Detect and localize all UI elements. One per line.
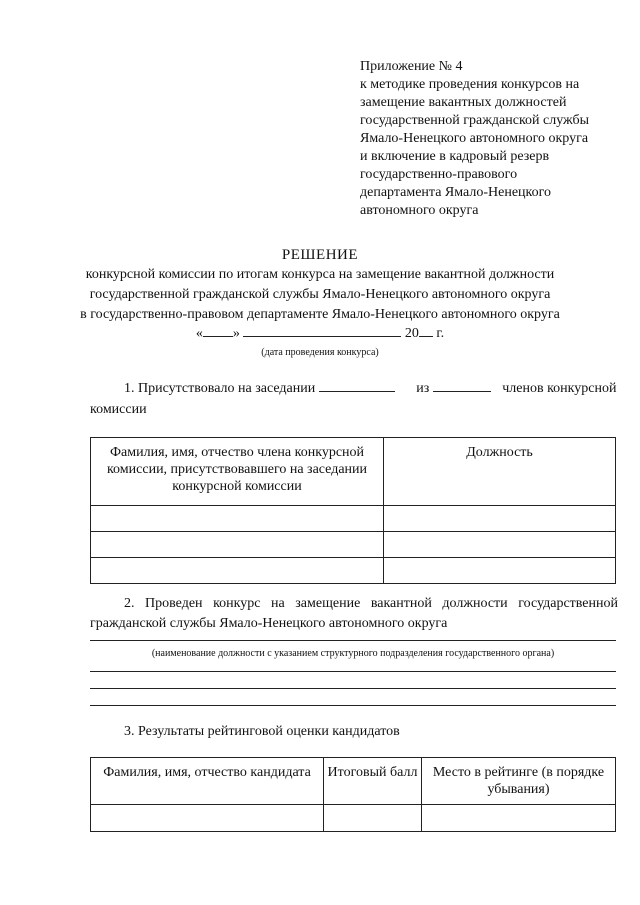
annex-line: государственной гражданской службы	[360, 113, 590, 128]
section-1-part-a: 1. Присутствовало на заседании	[124, 381, 316, 396]
date-close-quote: »	[232, 326, 240, 341]
section-2-text: 2. Проведен конкурс на замещение вакантной должности государственной гражданской службы Ямало-Ненецкого автономного округа	[90, 596, 618, 631]
table-row	[91, 532, 616, 558]
candidates-header-name: Фамилия, имя, отчество кандидата	[91, 758, 324, 805]
table-cell[interactable]	[384, 558, 616, 584]
annex-line: и включение в кадровый резерв	[360, 149, 550, 164]
section-3-text: 3. Результаты рейтинговой оценки кандидатов	[124, 724, 400, 739]
section-1-text	[90, 378, 618, 420]
candidates-table	[90, 757, 616, 832]
table-header-row	[91, 438, 616, 506]
table-row	[91, 805, 616, 832]
total-count-blank	[433, 391, 491, 392]
annex-header	[360, 58, 630, 220]
table-cell[interactable]	[91, 805, 324, 832]
members-header-name: Фамилия, имя, отчество члена конкурсной комиссии, присутствовавшего на заседании конкурсной комиссии	[91, 438, 384, 506]
table-header-row	[91, 758, 616, 805]
subtitle-line: в государственно-правовом департаменте Ямало-Ненецкого автономного округа	[80, 307, 560, 322]
members-header-position: Должность	[384, 438, 616, 506]
year-suffix: г.	[436, 326, 445, 341]
day-blank	[203, 336, 233, 337]
table-cell[interactable]	[324, 805, 422, 832]
document-title: РЕШЕНИЕ	[281, 247, 359, 263]
date-caption: (дата проведения конкурса)	[261, 347, 379, 358]
section-1-part-d: комиссии	[90, 402, 147, 417]
month-blank	[243, 336, 401, 337]
table-row	[91, 506, 616, 532]
annex-line: замещение вакантных должностей	[360, 95, 567, 110]
table-cell[interactable]	[91, 532, 384, 558]
table-cell[interactable]	[91, 558, 384, 584]
members-table	[90, 437, 616, 584]
subtitle-line: конкурсной комиссии по итогам конкурса на замещение вакантной должности	[85, 267, 555, 282]
annex-line: департамента Ямало-Ненецкого	[360, 185, 552, 200]
candidates-header-score: Итоговый балл	[324, 758, 422, 805]
position-caption: (наименование должности с указанием структурного подразделения государственного органа)	[151, 648, 555, 659]
annex-line: Приложение № 4	[360, 59, 463, 74]
subtitle-line: государственной гражданской службы Ямало-Ненецкого автономного округа	[89, 287, 551, 302]
present-count-blank	[319, 391, 395, 392]
year-blank	[419, 336, 433, 337]
table-cell[interactable]	[422, 805, 616, 832]
section-1-part-c: членов конкурсной	[502, 381, 617, 396]
table-cell[interactable]	[91, 506, 384, 532]
annex-line: к методике проведения конкурсов на	[360, 77, 580, 92]
annex-line: Ямало-Ненецкого автономного округа	[360, 131, 589, 146]
candidates-header-rank: Место в рейтинге (в порядке убывания)	[422, 758, 616, 805]
position-name-line[interactable]	[90, 640, 616, 641]
section-1-part-b: из	[416, 381, 430, 396]
annex-line: государственно-правового	[360, 167, 518, 182]
year-prefix: 20	[404, 326, 419, 341]
document-subtitle	[0, 265, 640, 325]
blank-line[interactable]	[90, 688, 616, 689]
date-line	[0, 326, 640, 342]
table-cell[interactable]	[384, 532, 616, 558]
date-open-quote: «	[195, 326, 203, 341]
annex-line: автономного округа	[360, 203, 479, 218]
table-row	[91, 558, 616, 584]
table-cell[interactable]	[384, 506, 616, 532]
blank-line[interactable]	[90, 671, 616, 672]
blank-line[interactable]	[90, 705, 616, 706]
